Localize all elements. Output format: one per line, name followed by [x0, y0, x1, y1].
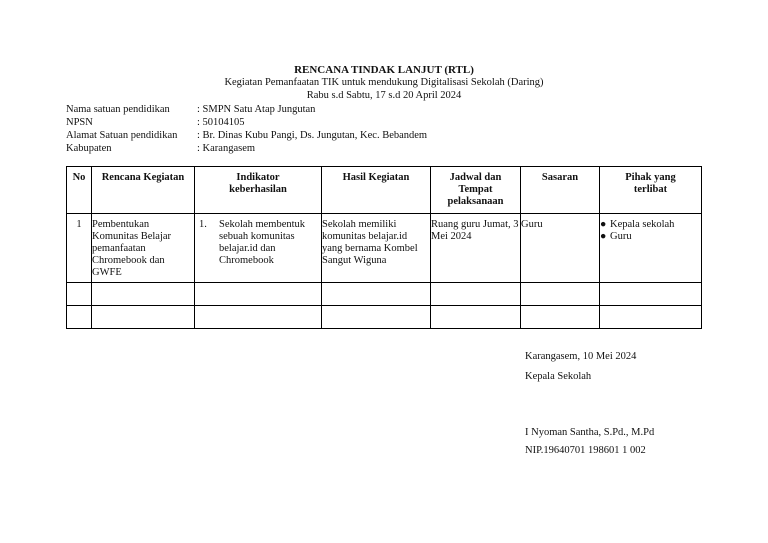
school-info [66, 103, 427, 155]
indikator-number: 1. [199, 219, 207, 230]
table-row-empty [67, 283, 702, 306]
cell-no: 1 [67, 214, 92, 283]
signature-place-date: Karangasem, 10 Mei 2024 [525, 351, 637, 362]
indikator-item [199, 219, 321, 267]
document-subtitle: Kegiatan Pemanfaatan TIK untuk mendukung Digitalisasi Sekolah (Daring) [224, 77, 544, 88]
header-rencana: Rencana Kegiatan [92, 167, 195, 214]
rtl-table [66, 166, 702, 329]
cell-indikator [195, 214, 322, 283]
header-pihak-text: Pihak yang terlibat [625, 172, 676, 195]
table-header-row [67, 167, 702, 214]
header-indikator [195, 167, 322, 214]
table-row-empty [67, 306, 702, 329]
header-pihak [600, 167, 702, 214]
info-row [66, 116, 427, 129]
cell-sasaran: Guru [521, 214, 600, 283]
header-indikator-text: Indikator keberhasilan [229, 172, 287, 195]
bullet-icon: ● [600, 231, 607, 242]
info-label: Kabupaten [66, 143, 112, 154]
pihak-item: Guru [610, 231, 632, 242]
header-jadwal-text: Jadwal dan Tempat pelaksanaan [447, 172, 504, 207]
cell-jadwal: Ruang guru Jumat, 3 Mei 2024 [431, 214, 521, 283]
info-row [66, 129, 427, 142]
document-title: RENCANA TINDAK LANJUT (RTL) [294, 64, 474, 76]
info-value: : SMPN Satu Atap Jungutan [197, 104, 316, 115]
signature-role: Kepala Sekolah [525, 371, 592, 382]
cell-rencana: Pembentukan Komunitas Belajar pemanfaatan Chromebook dan GWFE [92, 214, 195, 283]
header-sasaran: Sasaran [521, 167, 600, 214]
bullet-icon: ● [600, 219, 607, 230]
cell-hasil: Sekolah memiliki komunitas belajar.id yang bernama Kombel Sangut Wiguna [322, 214, 431, 283]
signature-nip: NIP.19640701 198601 1 002 [525, 445, 646, 456]
signature-name: I Nyoman Santha, S.Pd., M.Pd [525, 427, 655, 438]
info-value: : Br. Dinas Kubu Pangi, Ds. Jungutan, Kec. Bebandem [197, 130, 428, 141]
info-label: Nama satuan pendidikan [66, 104, 170, 115]
info-label: Alamat Satuan pendidikan [66, 130, 178, 141]
info-row [66, 142, 427, 155]
pihak-list [600, 219, 701, 243]
header-jadwal [431, 167, 521, 214]
pihak-item: Kepala sekolah [610, 219, 675, 230]
indikator-list [195, 219, 321, 267]
info-value: : Karangasem [197, 143, 256, 154]
list-item [600, 219, 701, 231]
cell-pihak [600, 214, 702, 283]
indikator-text: Sekolah membentuk sebuah komunitas belajar.id dan Chromebook [219, 219, 306, 266]
table-row [67, 214, 702, 283]
document-dates: Rabu s.d Sabtu, 17 s.d 20 April 2024 [306, 90, 462, 101]
list-item [600, 231, 701, 243]
header-no: No [67, 167, 92, 214]
header-hasil: Hasil Kegiatan [322, 167, 431, 214]
info-row [66, 103, 427, 116]
info-value: : 50104105 [197, 117, 245, 128]
info-label: NPSN [66, 117, 93, 128]
